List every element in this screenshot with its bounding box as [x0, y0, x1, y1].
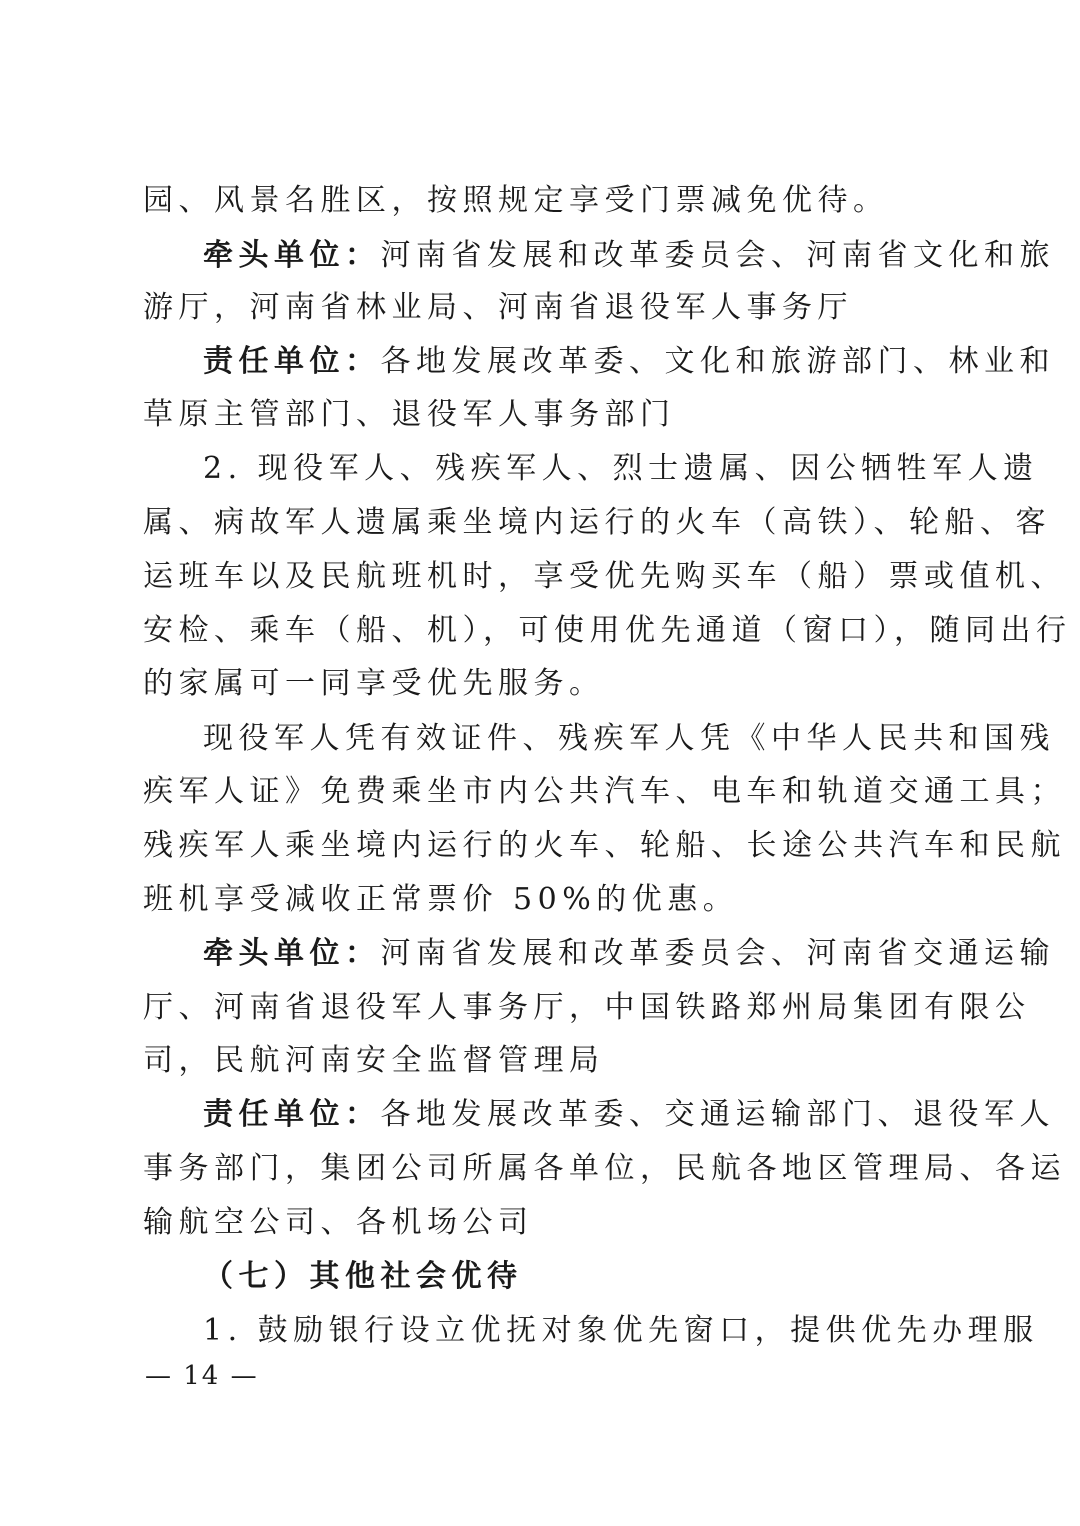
text-line: 安检、乘车（船、机），可使用优先通道（窗口），随同出行 — [143, 613, 1072, 648]
labeled-line — [203, 934, 1055, 974]
lead-unit-text: 河南省发展和改革委员会、河南省交通运输 — [380, 936, 1055, 971]
responsible-unit-text: 各地发展改革委、文化和旅游部门、林业和 — [380, 344, 1055, 379]
lead-unit-label: 牵头单位： — [203, 238, 381, 273]
text-line: 输航空公司、各机场公司 — [143, 1205, 534, 1240]
labeled-line — [203, 236, 1055, 276]
text-line: 事务部门，集团公司所属各单位，民航各地区管理局、各运 — [143, 1151, 1066, 1186]
responsible-unit-label: 责任单位： — [203, 344, 381, 379]
page-number: — 14 — — [145, 1361, 259, 1391]
text-line: 草原主管部门、退役军人事务部门 — [143, 397, 676, 432]
text-line: 运班车以及民航班机时，享受优先购买车（船）票或值机、 — [143, 559, 1066, 594]
text-line: 游厅，河南省林业局、河南省退役军人事务厅 — [143, 290, 853, 325]
text-line: 残疾军人乘坐境内运行的火车、轮船、长途公共汽车和民航 — [143, 828, 1066, 863]
text-line: 疾军人证》免费乘坐市内公共汽车、电车和轨道交通工具； — [143, 774, 1066, 809]
text-line: 厅、河南省退役军人事务厅，中国铁路郑州局集团有限公 — [143, 990, 1031, 1025]
lead-unit-label: 牵头单位： — [203, 936, 381, 971]
labeled-line — [203, 1095, 1055, 1135]
section-heading: （七）其他社会优待 — [203, 1259, 523, 1294]
labeled-line — [203, 342, 1055, 382]
lead-unit-text: 河南省发展和改革委员会、河南省文化和旅 — [380, 238, 1055, 273]
text-line: 属、病故军人遗属乘坐境内运行的火车（高铁）、轮船、客 — [143, 505, 1051, 540]
text-line: 2. 现役军人、残疾军人、烈士遗属、因公牺牲军人遗 — [203, 451, 1039, 486]
text-line: 园、风景名胜区，按照规定享受门票减免优待。 — [143, 183, 889, 218]
responsible-unit-label: 责任单位： — [203, 1097, 381, 1132]
text-line: 1. 鼓励银行设立优抚对象优先窗口，提供优先办理服 — [203, 1313, 1039, 1348]
text-line: 现役军人凭有效证件、残疾军人凭《中华人民共和国残 — [203, 721, 1055, 756]
text-line: 班机享受减收正常票价 50%的优惠。 — [143, 882, 739, 917]
text-line: 的家属可一同享受优先服务。 — [143, 666, 605, 701]
responsible-unit-text: 各地发展改革委、交通运输部门、退役军人 — [380, 1097, 1055, 1132]
text-line: 司，民航河南安全监督管理局 — [143, 1043, 605, 1078]
